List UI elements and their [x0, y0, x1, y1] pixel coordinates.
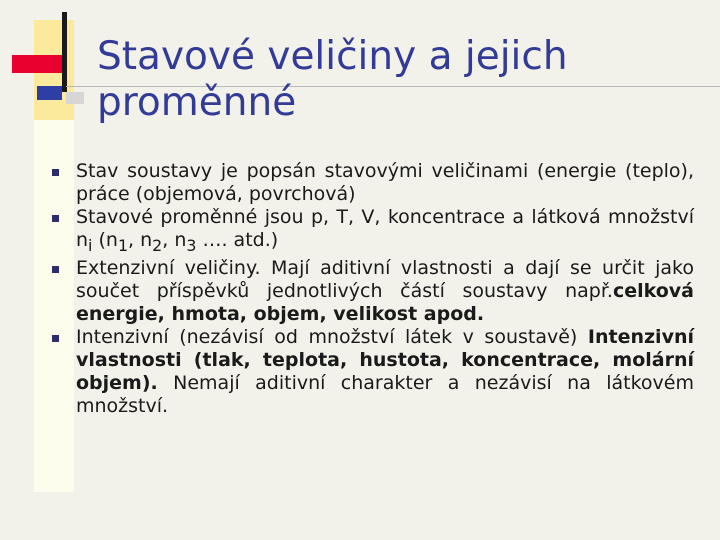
bullet-list: [52, 160, 694, 418]
bullet-bold-text: celková energie, hmota, objem, velikost apod.: [76, 279, 694, 325]
bullet-square-icon: [52, 169, 59, 176]
decorative-red-box: [12, 55, 62, 73]
bullet-text: Stav soustavy je popsán stavovými veličinami (energie (teplo), práce (objemová, povrchová): [76, 160, 694, 205]
decorative-blue-box: [37, 86, 62, 100]
decorative-gray-square: [66, 92, 84, 104]
bullet-square-icon: [52, 215, 59, 222]
bullet-text-prefix: Stavové proměnné jsou p, T, V, koncentrace a látková množství n: [76, 206, 694, 251]
subscript-1: 1: [117, 235, 129, 255]
bullet-text-suffix: Nemají aditivní charakter a nezávisí na látkovém množství.: [76, 371, 694, 417]
bullet-text-mid: (n: [92, 229, 118, 251]
title-line-2: proměnné: [97, 80, 297, 125]
bullet-text: Intenzivní (nezávisí od množství látek v soustavě): [76, 325, 588, 348]
title-line-1: Stavové veličiny a jejich: [97, 34, 568, 79]
decorative-vertical-line: [62, 12, 67, 92]
subscript-3: 3: [186, 235, 197, 255]
bullet-bold-text: Intenzivní vlastnosti (tlak, teplota, hustota, koncentrace, molární objem).: [76, 325, 694, 394]
bullet-square-icon: [52, 266, 59, 273]
bullet-text-mid: , n: [128, 229, 153, 251]
bullet-item: [52, 257, 694, 326]
bullet-square-icon: [52, 335, 59, 342]
bullet-item: [52, 326, 694, 418]
bullet-item: [52, 206, 694, 257]
bullet-item: [52, 160, 694, 206]
subscript-2: 2: [152, 235, 163, 255]
bullet-text-suffix: …. atd.): [196, 229, 279, 251]
bullet-text-mid: , n: [162, 229, 187, 251]
bullet-text: Extenzivní veličiny. Mají aditivní vlastnosti a dají se určit jako součet příspěvků jednotlivých částí soustavy např.: [76, 256, 694, 302]
slide-title: [97, 34, 568, 126]
subscript-i: i: [88, 235, 93, 255]
